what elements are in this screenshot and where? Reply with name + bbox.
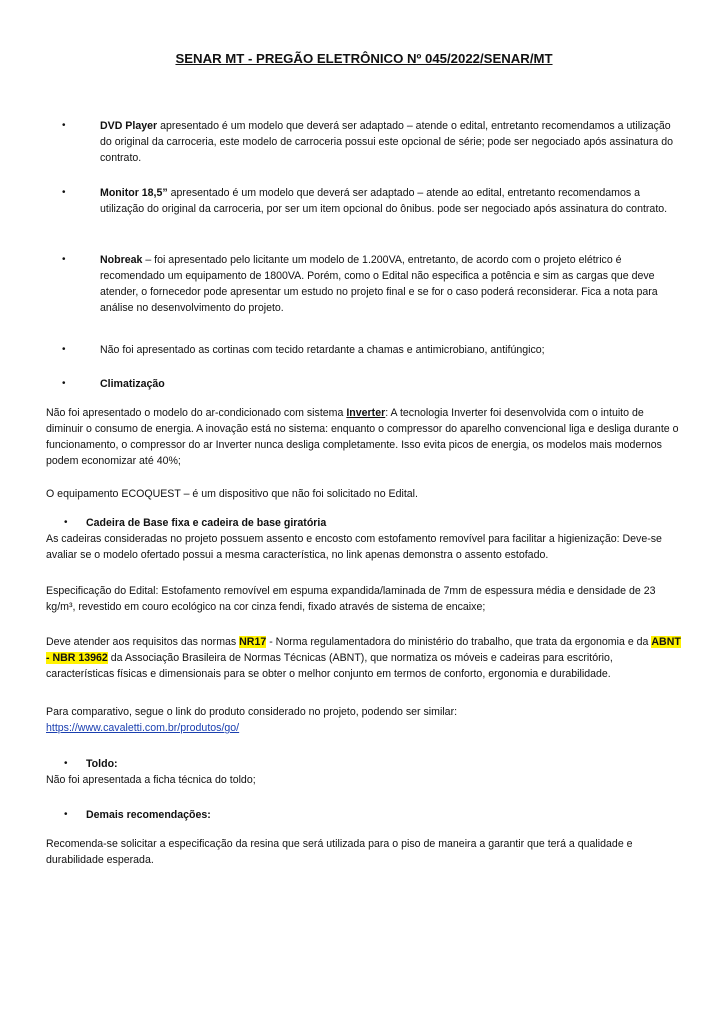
- bullet-icon: •: [62, 254, 66, 265]
- monitor-text: apresentado é um modelo que deverá ser adaptado – atende ao edital, entretanto recomendamos a utilização do original da carroceria, por ser um item opcional do ônibus. pode ser negociado após assinatura do contrato.: [100, 187, 668, 215]
- demais-text: Recomenda-se solicitar a especificação da resina que será utilizada para o piso de maneira a garantir que terá a qualidade e durabilidade esperada.: [46, 838, 633, 866]
- cadeira-paragraph-2: Especificação do Edital: Estofamento removível em espuma expandida/laminada de 7mm de espessura média e densidade de 23 kg/m³, revestido em couro ecológico na cor cinza fendi, fixado através de sistema de encaixe;: [46, 585, 656, 613]
- nobreak-item: [100, 252, 682, 316]
- inverter-term: Inverter: [346, 407, 386, 419]
- toldo-heading: [86, 756, 682, 772]
- nobreak-text: – foi apresentado pelo licitante um modelo de 1.200VA, entretanto, de acordo com o projeto elétrico é recomendado um equipamento de 1800VA. Porém, como o Edital não especifica a potência e sim as cargas que deve atender, o fornecedor pode apresentar um estudo no projeto final e se for o caso poderá reconsiderar. Fica a nota para análise no desenvolvimento do projeto.: [100, 254, 658, 314]
- demais-heading: [86, 807, 682, 823]
- monitor-label: Monitor 18,5”: [100, 187, 168, 199]
- cadeira-paragraph-3: [46, 634, 682, 682]
- cadeira-paragraph-1: As cadeiras consideradas no projeto possuem assento e encosto com estofamento removível para facilitar a higienização: Deve-se avaliar se o modelo ofertado possui a mesma característica, no link apenas demonstra o assento estofado.: [46, 533, 662, 561]
- document-title: SENAR MT - PREGÃO ELETRÔNICO Nº 045/2022/SENAR/MT: [175, 51, 553, 66]
- nobreak-label: Nobreak: [100, 254, 143, 266]
- bullet-icon: •: [64, 517, 68, 528]
- cortinas-item: Não foi apresentado as cortinas com tecido retardante a chamas e antimicrobiano, antifúngico;: [100, 344, 545, 356]
- bullet-icon: •: [64, 758, 68, 769]
- toldo-text: Não foi apresentada a ficha técnica do toldo;: [46, 774, 256, 786]
- monitor-item: [100, 185, 682, 217]
- bullet-icon: •: [62, 120, 66, 131]
- abnt-highlight: ABNT - NBR 13962: [46, 636, 681, 664]
- climatizacao-heading: [100, 376, 682, 392]
- climatizacao-text-after: : A tecnologia Inverter foi desenvolvida com o intuito de diminuir o consumo de energia. A inovação está no sistema: enquanto o compressor do aparelho convencional liga e desliga durante o funcionamento, o compressor do ar Inverter nunca desliga completamente. Isso evita picos de energia, os modelos mais modernos podem economizar até 40%;: [46, 407, 679, 467]
- climatizacao-paragraph: [46, 405, 682, 469]
- toldo-heading-text: Toldo:: [86, 758, 118, 770]
- bullet-icon: •: [62, 187, 66, 198]
- cadeira-link-line: [46, 720, 682, 736]
- dvd-player-text: apresentado é um modelo que deverá ser adaptado – atende o edital, entretanto recomendamos a utilização do original da carroceria, este modelo de carroceria possui este opcional de série; pode ser negociado após assinatura do contrato.: [100, 120, 673, 164]
- bullet-icon: •: [64, 809, 68, 820]
- norms-text-b: - Norma regulamentadora do ministério do trabalho, que trata da ergonomia e da: [266, 636, 652, 648]
- dvd-player-label: DVD Player: [100, 120, 158, 132]
- climatizacao-heading-text: Climatização: [100, 378, 165, 390]
- climatizacao-text-before: Não foi apresentado o modelo do ar-condicionado com sistema: [46, 407, 347, 419]
- cadeira-paragraph-4: Para comparativo, segue o link do produto considerado no projeto, podendo ser similar:: [46, 706, 458, 718]
- bullet-icon: •: [62, 378, 66, 389]
- norms-text-c: da Associação Brasileira de Normas Técnicas (ABNT), que normatiza os móveis e cadeiras para escritório, características físicas e dimensionais para se obter o melhor conjunto em termos de conforto, ergonomia e durabilidade.: [46, 652, 613, 680]
- bullet-icon: •: [62, 344, 66, 355]
- cadeira-heading: [86, 515, 682, 531]
- norms-text-a: Deve atender aos requisitos das normas: [46, 636, 240, 648]
- ecoquest-paragraph: O equipamento ECOQUEST – é um dispositivo que não foi solicitado no Edital.: [46, 488, 418, 500]
- nr17-highlight: NR17: [239, 636, 267, 648]
- dvd-player-item: [100, 118, 682, 166]
- cadeira-heading-text: Cadeira de Base fixa e cadeira de base giratória: [86, 517, 327, 529]
- product-link[interactable]: https://www.cavaletti.com.br/produtos/go/: [46, 722, 240, 734]
- demais-heading-text: Demais recomendações:: [86, 809, 211, 821]
